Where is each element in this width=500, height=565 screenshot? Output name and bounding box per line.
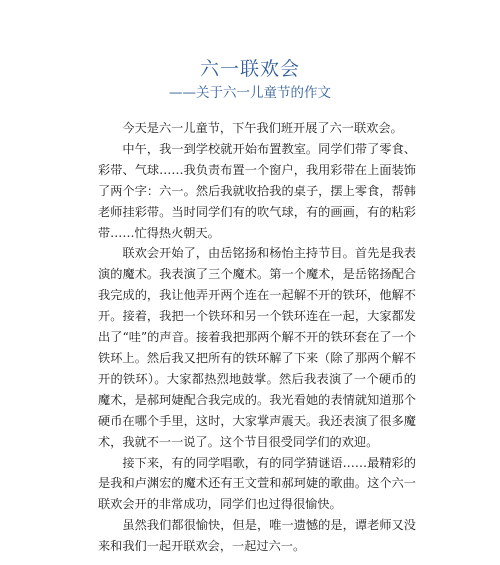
essay-body: [98, 118, 416, 557]
paragraph: 今天是六一儿童节，下午我们班开展了六一联欢会。: [122, 121, 403, 135]
essay-subtitle: ——关于六一儿童节的作文: [169, 85, 331, 101]
paragraph: 虽然我们都很愉快，但是，唯一遗憾的是，谭老师又没来和我们一起开联欢会，一起过六一。: [98, 518, 416, 554]
paragraph: 中午，我一到学校就开始布置教室。同学们带了零食、彩带、气球……我负责布置一个窗户，我用彩带在上面装饰了两个字：六一。然后我就收拾我的桌子，摆上零食，帮韩老师挂彩带。当时同学们有的吹气球，有的画画，有的粘彩带……忙得热火朝天。: [98, 141, 416, 240]
paragraph: 联欢会开始了，由岳铭扬和杨怡主持节目。首先是我表演的魔术。我表演了三个魔术。第一个魔术，是岳铭扬配合我完成的，我让他弄开两个连在一起解不开的铁环，他解不开。接着，我把一个铁环和另一个铁环连在一起，大家都发出了“哇”的声音。接着我把那两个解不开的铁环套在了一个铁环上。然后我又把所有的铁环解了下来（除了那两个解不开的铁环）。大家都热烈地鼓掌。然后我表演了一个硬币的魔术，是郝珂婕配合我完成的。我光看她的表情就知道那个硬币在哪个手里，这时，大家掌声震天。我还表演了很多魔术，我就不一一说了。这个节目很受同学们的欢迎。: [98, 246, 416, 449]
essay-title: 六一联欢会: [199, 58, 300, 80]
paragraph: 接下来，有的同学唱歌，有的同学猜谜语……最精彩的是我和卢渊宏的魔术还有王文萱和郝珂婕的歌曲。这个六一联欢会开的非常成功，同学们也过得很愉快。: [98, 455, 416, 512]
